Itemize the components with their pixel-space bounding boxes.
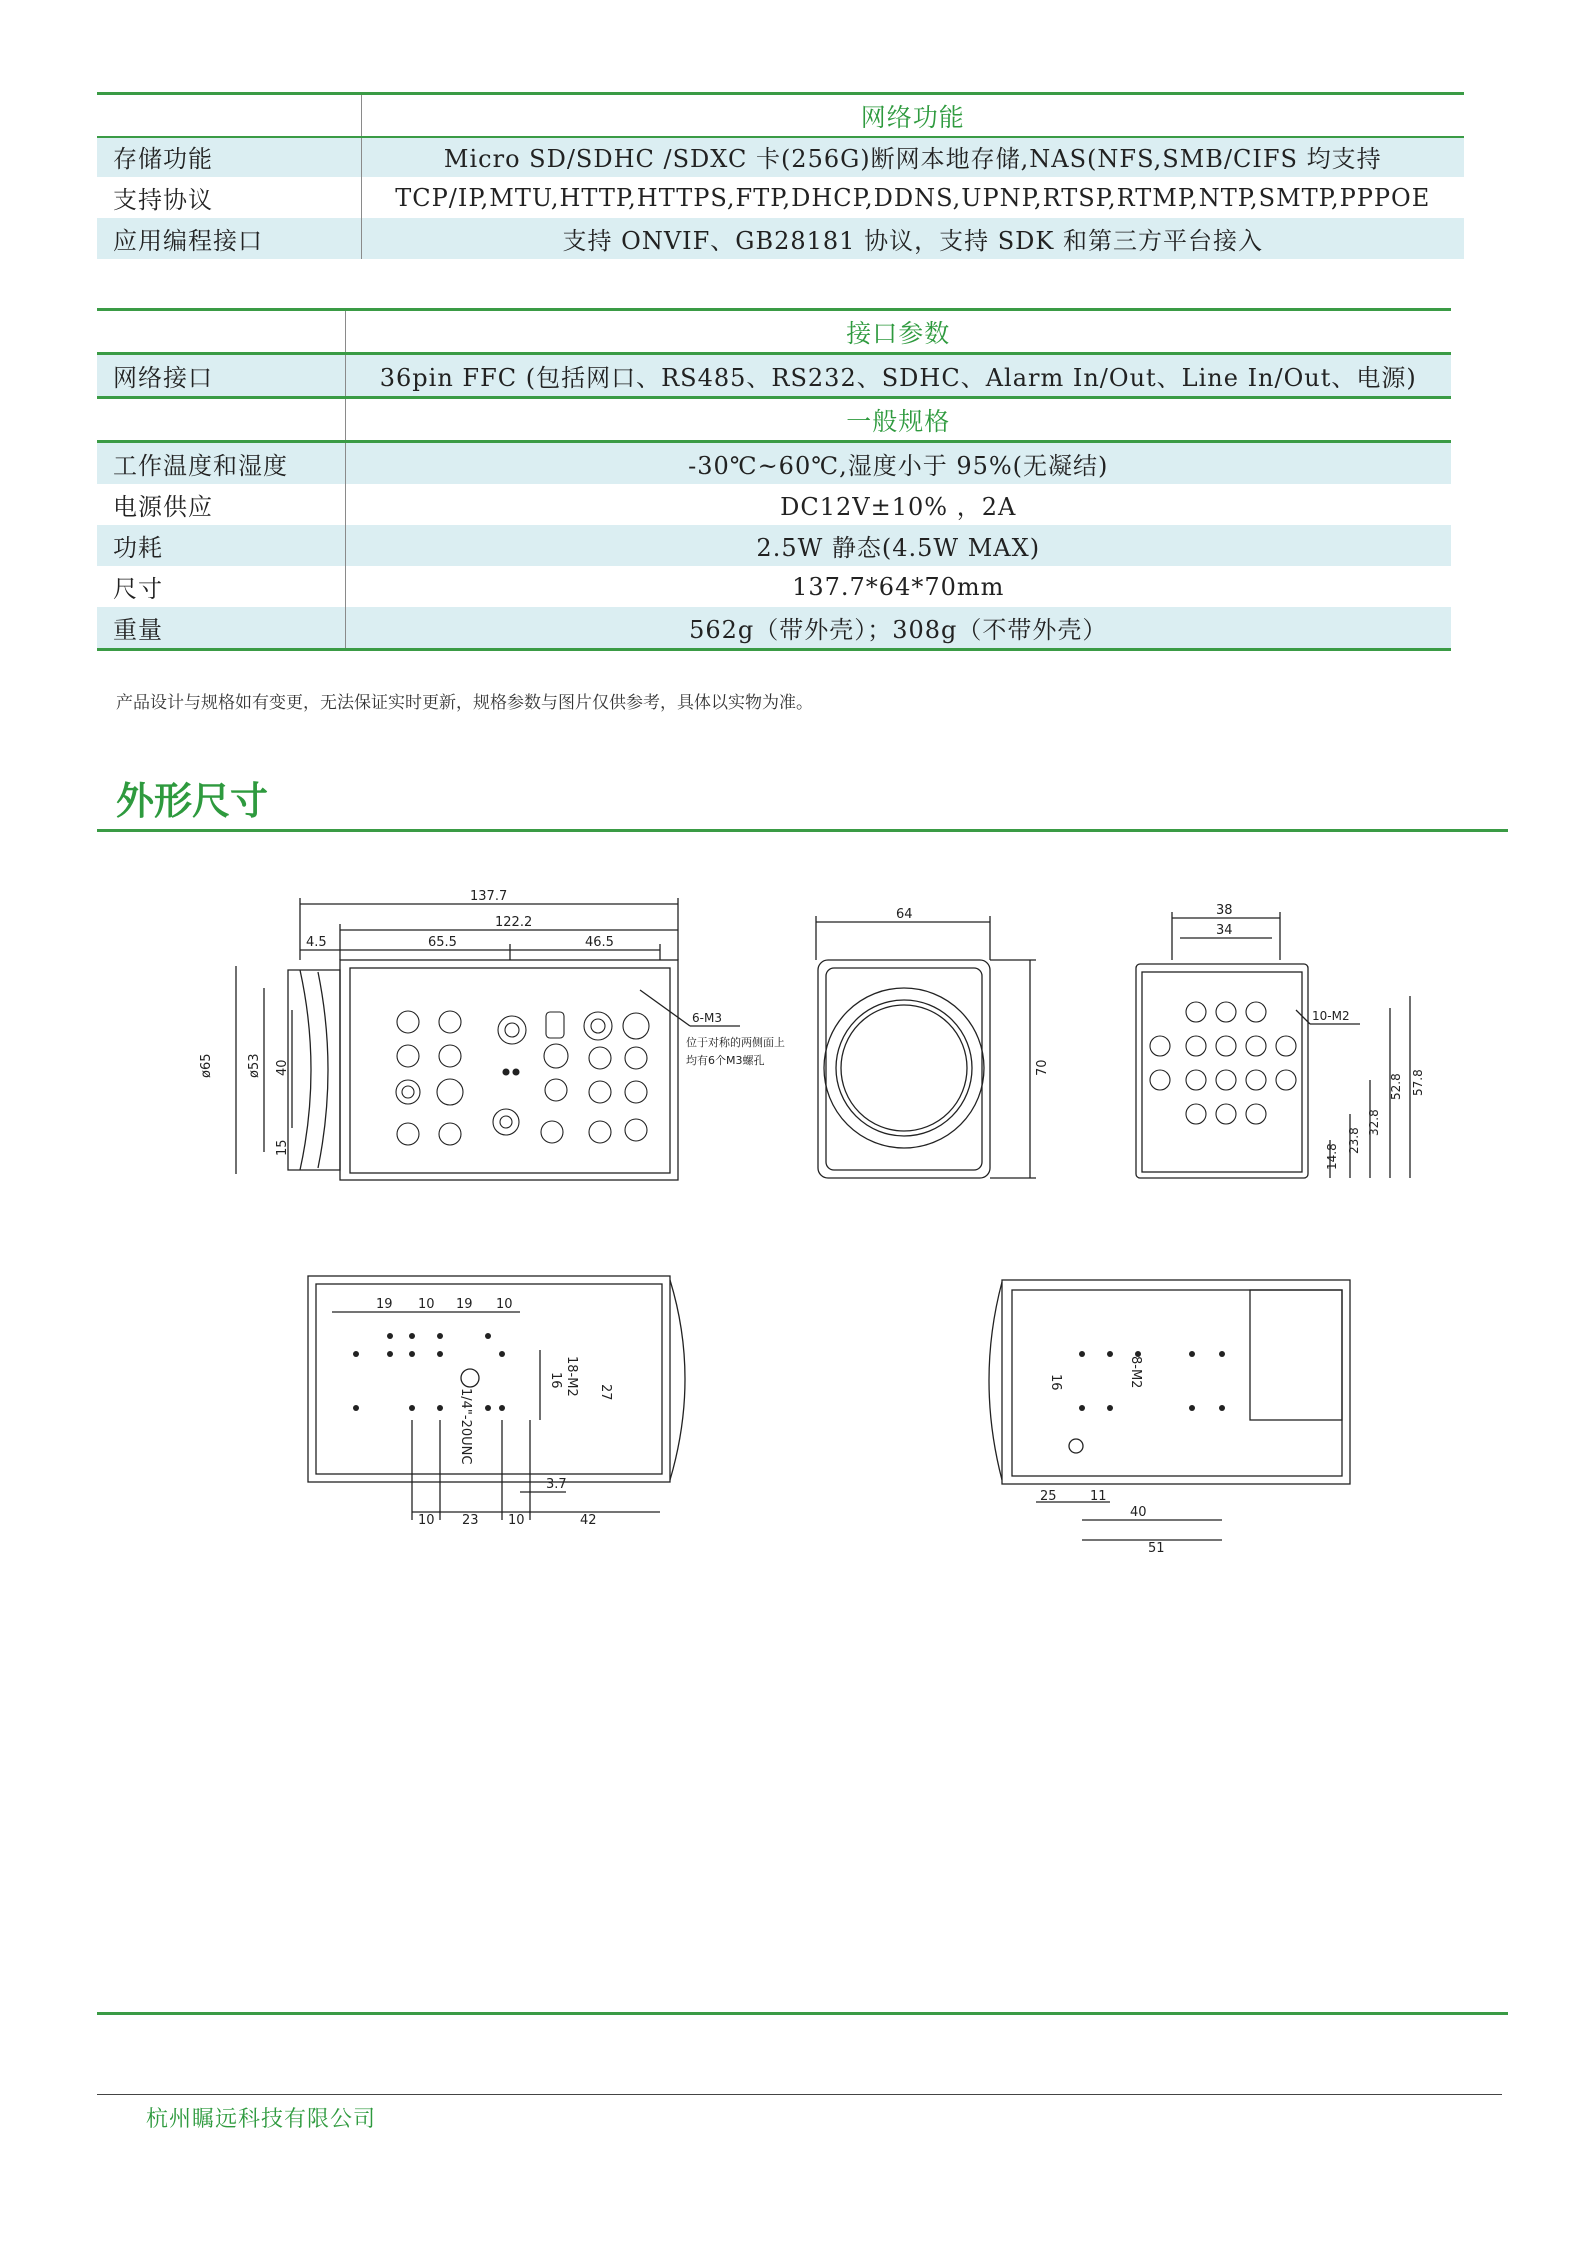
row-value: 36pin FFC (包括网口、RS485、RS232、SDHC、Alarm In/Out、Line In/Out、电源) [345,354,1451,398]
dim-40: 40 [1130,1505,1147,1520]
row-value: 562g（带外壳）；308g（不带外壳） [345,607,1451,650]
network-function-table [97,95,1464,259]
dim-137-7: 137.7 [470,889,508,904]
dim-52-8: 52.8 [1389,1073,1403,1100]
dim-16: 16 [1048,1374,1063,1391]
row-value: -30℃~60℃,湿度小于 95%(无凝结) [345,442,1451,485]
dim-25: 25 [1040,1489,1057,1504]
dim-unc: 1/4"-20UNC [458,1388,473,1465]
dimension-drawings [0,860,1587,1620]
dim-19b: 19 [456,1297,473,1312]
dim-15: 15 [275,1139,290,1156]
table-row [97,484,1451,525]
row-label: 电源供应 [97,484,345,525]
table-section-header [97,311,1451,354]
section-title-interface: 接口参数 [345,311,1451,354]
dim-dia-65: ø65 [199,1053,214,1078]
table-row [97,177,1464,218]
row-value: 支持 ONVIF、GB28181 协议，支持 SDK 和第三方平台接入 [361,218,1464,259]
dim-38: 38 [1216,903,1233,918]
row-value: 137.7*64*70mm [792,572,1005,601]
table-row [97,354,1451,398]
row-label: 尺寸 [97,566,345,607]
dim-122-2: 122.2 [495,915,533,930]
dim-40: 40 [275,1059,290,1076]
callout-6-m3: 6-M3 [692,1011,722,1025]
dim-51: 51 [1148,1541,1165,1556]
dim-16: 16 [548,1372,563,1389]
dim-19a: 19 [376,1297,393,1312]
callout-line-1: 位于对称的两侧面上 [686,1036,785,1049]
dim-10c: 10 [418,1513,435,1528]
front-view-drawing [816,907,1050,1178]
row-label: 应用编程接口 [97,218,361,259]
table1-mid-rule [97,136,1464,138]
footer-thin-rule [97,2094,1502,2095]
dim-11: 11 [1090,1489,1107,1504]
section-title-general: 一般规格 [345,398,1451,442]
dim-10a: 10 [418,1297,435,1312]
dim-32-8: 32.8 [1367,1109,1381,1136]
side-view-drawing [199,889,785,1180]
row-label: 重量 [97,607,345,650]
dim-34: 34 [1216,923,1233,938]
table-row [97,136,1464,177]
row-label: 网络接口 [97,354,345,398]
dim-65-5: 65.5 [428,935,457,950]
dimensions-rule [97,829,1508,832]
row-value: Micro SD/SDHC /SDXC 卡(256G)断网本地存储,NAS(NFS,SMB/CIFS 均支持 [361,136,1464,177]
row-label: 功耗 [97,525,345,566]
dim-10d: 10 [508,1513,525,1528]
dim-64: 64 [896,907,913,922]
dim-70: 70 [1035,1059,1050,1076]
row-label: 存储功能 [97,136,361,177]
row-value: DC12V±10% ，2A [780,493,1017,521]
disclaimer-note: 产品设计与规格如有变更，无法保证实时更新，规格参数与图片仅供参考，具体以实物为准。 [116,693,813,713]
table-row [97,607,1451,650]
table-row [97,218,1464,259]
row-value: 2.5W 静态(4.5W MAX) [345,525,1451,566]
row-label: 工作温度和湿度 [97,442,345,485]
company-name: 杭州瞩远科技有限公司 [146,2107,377,2132]
dim-46-5: 46.5 [585,935,614,950]
footer-green-rule [97,2012,1508,2015]
dim-14-8: 14.8 [1325,1143,1339,1170]
table-section-header [97,398,1451,442]
table-row [97,525,1451,566]
section-title-dimensions: 外形尺寸 [116,779,269,823]
dim-4-5: 4.5 [306,935,327,950]
row-value: TCP/IP,MTU,HTTP,HTTPS,FTP,DHCP,DDNS,UPNP,RTSP,RTMP,NTP,SMTP,PPPOE [395,183,1431,212]
table-row [97,442,1451,485]
table-row [97,566,1451,607]
dim-23-8: 23.8 [1347,1127,1361,1154]
callout-10-m2: 10-M2 [1312,1009,1350,1023]
dim-3-7: 3.7 [546,1477,567,1492]
dim-dia-53: ø53 [247,1053,262,1078]
interface-spec-table [97,311,1451,651]
section-title-network: 网络功能 [361,95,1464,136]
dim-57-8: 57.8 [1411,1069,1425,1096]
table-section-header [97,95,1464,136]
dim-8-m2: 8-M2 [1128,1356,1143,1389]
dim-42: 42 [580,1513,597,1528]
rear-view-drawing [1136,903,1425,1178]
dim-18-m2: 18-M2 [564,1356,579,1397]
dim-27: 27 [598,1384,613,1401]
bottom-view-drawing [308,1276,685,1528]
top-view-drawing [989,1280,1350,1556]
row-label: 支持协议 [97,177,361,218]
dim-10b: 10 [496,1297,513,1312]
dim-23: 23 [462,1513,479,1528]
callout-line-2: 均有6个M3螺孔 [686,1054,765,1067]
